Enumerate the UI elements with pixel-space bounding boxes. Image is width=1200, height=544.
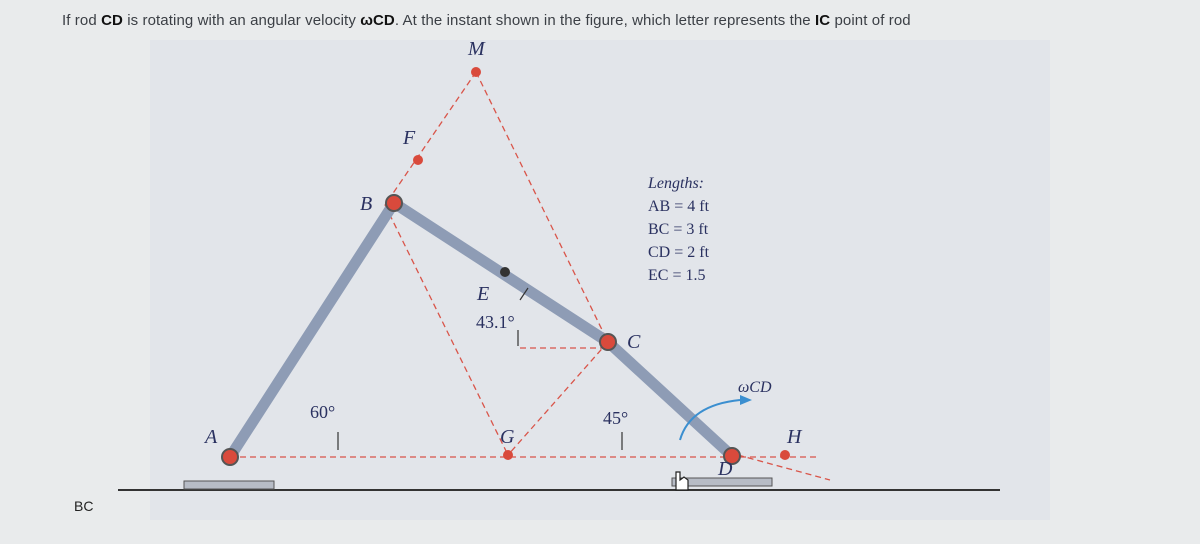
length-cd: CD = 2 ft: [648, 244, 710, 261]
rod-name: CD: [101, 12, 123, 29]
joint-B: [386, 195, 402, 211]
answer-option-label: BC: [74, 498, 94, 514]
omega-label: ωCD: [738, 379, 772, 396]
label-B: B: [360, 193, 373, 215]
point-G-dot: [503, 450, 513, 460]
label-D: D: [718, 458, 733, 480]
lengths-legend: [647, 175, 710, 284]
angle-60: 60°: [310, 402, 336, 422]
figure-panel: [150, 40, 1050, 520]
joint-A: [222, 449, 238, 465]
label-C: C: [627, 331, 641, 353]
label-E: E: [477, 283, 490, 305]
ic-term: IC: [815, 12, 831, 29]
joint-C: [600, 334, 616, 350]
label-F: F: [403, 127, 416, 149]
length-bc: BC = 3 ft: [648, 221, 709, 238]
point-F-dot: [413, 155, 423, 165]
support-A: [184, 481, 274, 489]
length-ec: EC = 1.5: [648, 267, 706, 284]
lengths-title: Lengths:: [648, 175, 704, 192]
point-H-dot: [780, 450, 790, 460]
angle-43: 43.1°: [476, 312, 515, 332]
angle-45: 45°: [603, 408, 629, 428]
length-ab: AB = 4 ft: [648, 198, 710, 215]
point-E-dot: [500, 267, 510, 277]
label-M: M: [468, 38, 485, 60]
question-text: If rod CD is rotating with an angular velocity ωCD. At the instant shown in the figure, which letter represents the IC point of rod: [62, 12, 911, 29]
label-H: H: [787, 426, 802, 448]
label-G: G: [500, 426, 515, 448]
label-A: A: [205, 426, 218, 448]
omega-symbol: ωCD: [360, 12, 395, 29]
point-M-dot: [471, 67, 481, 77]
